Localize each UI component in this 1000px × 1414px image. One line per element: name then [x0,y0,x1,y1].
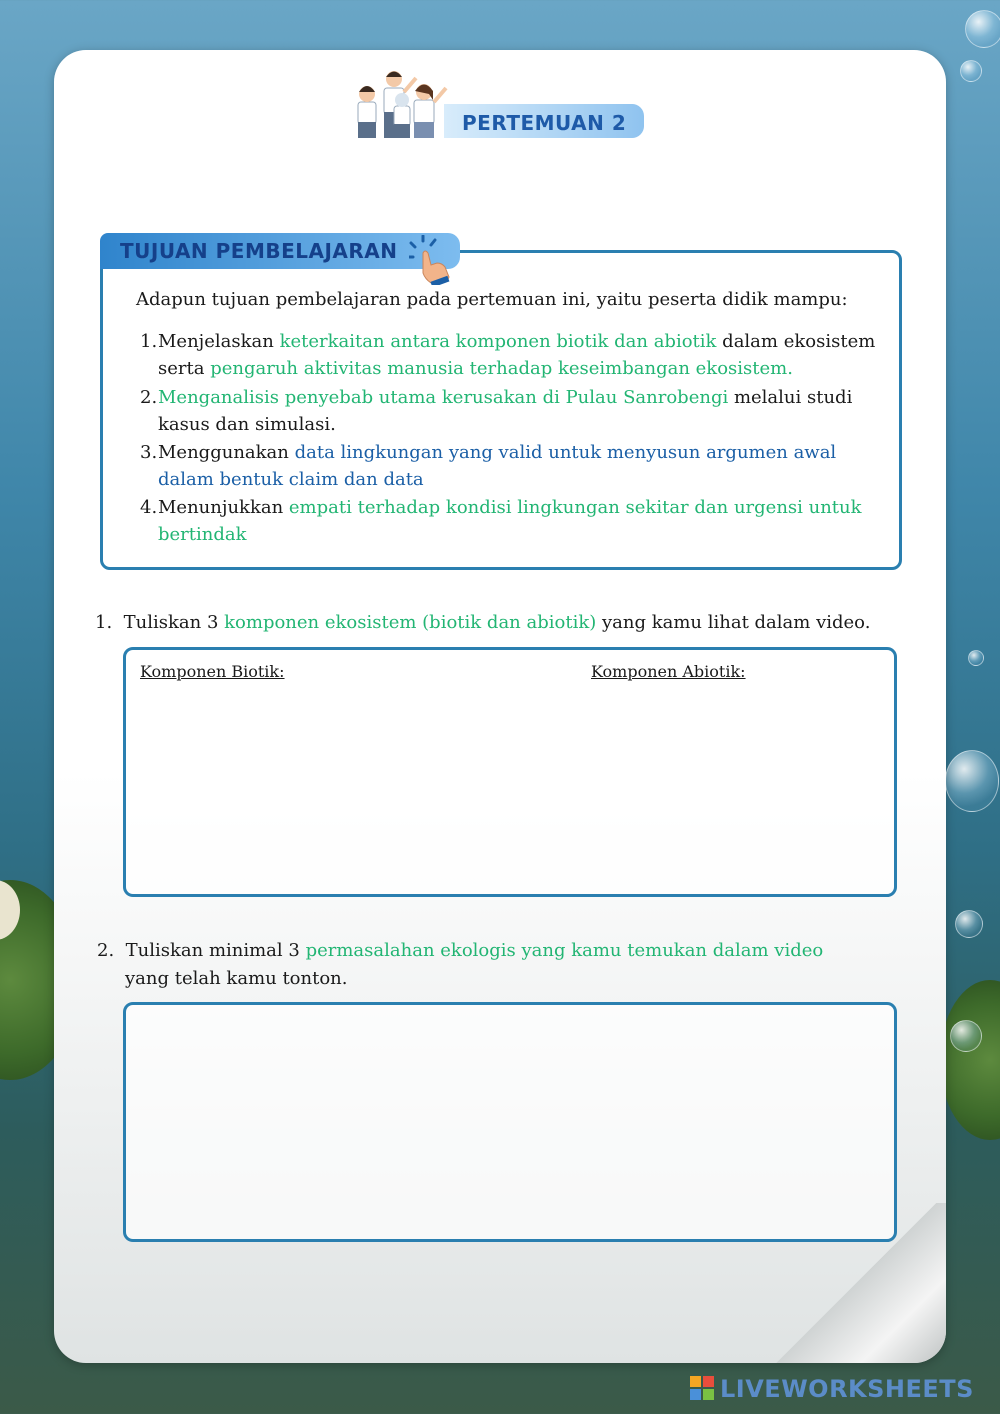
question-2 [97,937,823,965]
objective-highlight: empati terhadap kondisi lingkungan sekitar dan urgensi untuk bertindak [158,497,862,545]
answer-box-1[interactable] [123,647,897,897]
worksheet-page [54,50,946,1363]
question-2-continuation: yang telah kamu tonton. [125,968,348,989]
objective-item [140,494,880,548]
question-highlight: permasalahan ekologis yang kamu temukan dalam video [305,940,824,961]
objective-item [140,439,880,493]
objective-text: dalam ekosistem serta [158,331,876,379]
page-title: PERTEMUAN 2 [462,111,627,135]
objective-number: 2. [140,387,158,408]
objective-text: Menjelaskan [158,331,280,352]
question-number: 2. [97,940,115,961]
liveworksheets-logo[interactable] [690,1374,990,1404]
bubble-decoration [965,10,1000,48]
objective-highlight: Menganalisis penyebab utama kerusakan di Pulau Sanrobengi [158,387,729,408]
bubble-decoration [955,910,983,938]
objective-item [140,328,880,382]
objective-highlight: pengaruh aktivitas manusia terhadap keseimbangan ekosistem. [210,358,793,379]
island-right [940,980,1000,1140]
header [354,66,654,146]
objective-highlight: data lingkungan yang valid untuk menyusun argumen awal dalam bentuk claim dan data [158,442,837,490]
objective-item [140,384,880,438]
objective-number: 3. [140,442,158,463]
bubble-decoration [950,1020,982,1052]
objective-text: Menunjukkan [158,497,289,518]
objective-number: 1. [140,331,158,352]
column-header-abiotik: Komponen Abiotik: [591,662,746,681]
objectives-intro: Adapun tujuan pembelajaran pada pertemuan ini, yaitu peserta didik mampu: [136,289,848,310]
page-curl [766,1203,946,1363]
students-illustration-icon [354,66,454,141]
liveworksheets-brand: LIVEWORKSHEETS [720,1375,974,1403]
question-number: 1. [95,612,113,633]
question-highlight: komponen ekosistem (biotik dan abiotik) [224,612,597,633]
question-text: Tuliskan minimal 3 [125,940,306,961]
objective-text: melalui studi kasus dan simulasi. [158,387,853,435]
bubble-decoration [960,60,982,82]
column-header-biotik: Komponen Biotik: [140,662,285,681]
objective-highlight: keterkaitan antara komponen biotik dan abiotik [279,331,717,352]
question-text: Tuliskan 3 [123,612,225,633]
bubble-decoration [945,750,999,812]
question-text: yang kamu lihat dalam video. [596,612,871,633]
objective-text: Menggunakan [158,442,295,463]
bubble-decoration [968,650,984,666]
pointing-hand-icon [409,235,457,285]
question-1 [95,609,870,637]
learning-objectives-title: TUJUAN PEMBELAJARAN [120,239,398,263]
liveworksheets-logo-icon [690,1376,714,1400]
objective-number: 4. [140,497,158,518]
